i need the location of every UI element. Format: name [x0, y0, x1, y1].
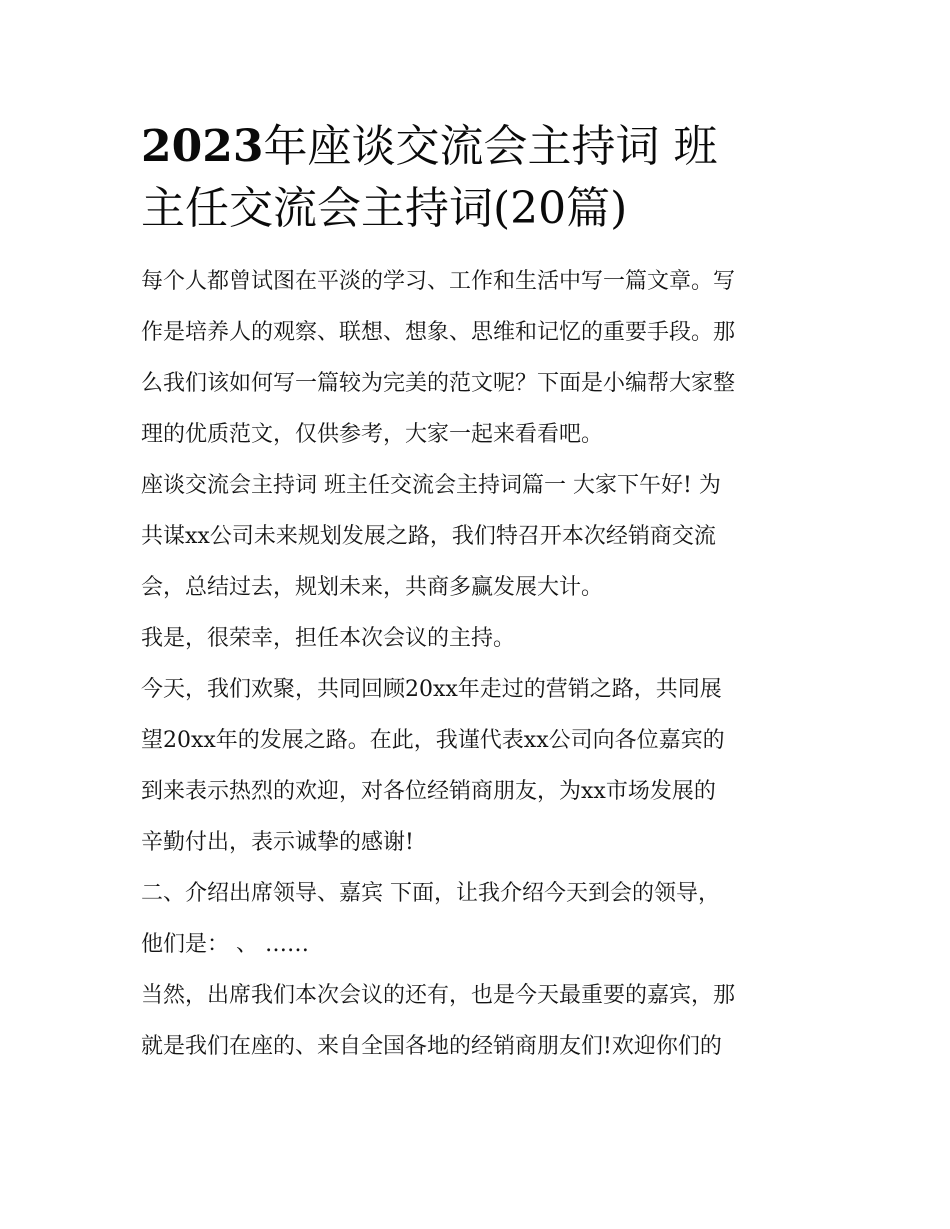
text-line: 我是，很荣幸，担任本次会议的主持。	[141, 626, 516, 651]
text-line: 共谋xx公司未来规划发展之路，我们特召开本次经销商交流	[141, 524, 716, 549]
text-line: 么我们该如何写一篇较为完美的范文呢？下面是小编帮大家整	[141, 371, 736, 396]
text-line: 就是我们在座的、来自全国各地的经销商朋友们!欢迎你们的	[141, 1034, 722, 1059]
text-line: 当然，出席我们本次会议的还有，也是今天最重要的嘉宾，那	[141, 983, 736, 1008]
text-line: 他们是： 、 ……	[141, 932, 309, 957]
paragraph-intro	[141, 256, 816, 460]
document-body	[141, 256, 816, 1072]
document-title	[141, 116, 816, 240]
text-line: 望20xx年的发展之路。在此，我谨代表xx公司向各位嘉宾的	[141, 728, 725, 753]
document-content	[141, 116, 816, 1072]
text-line: 今天，我们欢聚，共同回顾20xx年走过的营销之路，共同展	[141, 677, 722, 702]
title-line-1-rest: 年座谈交流会主持词 班	[263, 121, 718, 172]
text-line: 辛勤付出，表示诚挚的感谢!	[141, 830, 414, 855]
text-line: 理的优质范文，仅供参考，大家一起来看看吧。	[141, 422, 604, 447]
text-line: 每个人都曾试图在平淡的学习、工作和生活中写一篇文章。写	[141, 269, 736, 294]
title-year: 2023	[141, 121, 264, 172]
title-line-2: 主任交流会主持词(20篇)	[141, 183, 628, 234]
paragraph-welcome	[141, 664, 816, 868]
text-line: 二、介绍出席领导、嘉宾 下面，让我介绍今天到会的领导，	[141, 881, 720, 906]
text-line: 座谈交流会主持词 班主任交流会主持词篇一 大家下午好! 为	[141, 473, 721, 498]
paragraph-host	[141, 613, 816, 664]
paragraph-opening	[141, 460, 816, 613]
text-line: 到来表示热烈的欢迎，对各位经销商朋友，为xx市场发展的	[141, 779, 716, 804]
text-line: 作是培养人的观察、联想、想象、思维和记忆的重要手段。那	[141, 320, 736, 345]
paragraph-introduce-guests	[141, 868, 816, 970]
text-line: 会，总结过去，规划未来，共商多赢发展大计。	[141, 575, 604, 600]
paragraph-dealers	[141, 970, 816, 1072]
title-line-1	[141, 116, 816, 178]
